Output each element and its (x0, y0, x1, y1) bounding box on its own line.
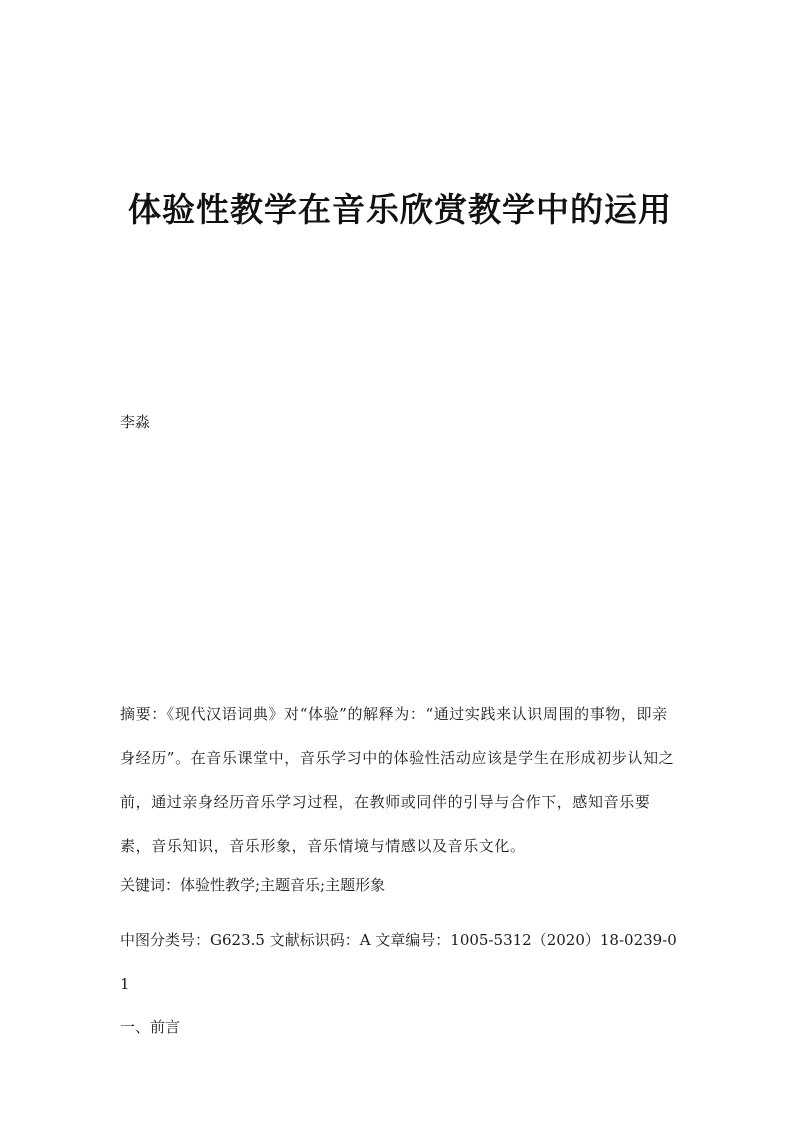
document-title: 体验性教学在音乐欣赏教学中的运用 (128, 190, 672, 229)
author-name: 李淼 (120, 413, 151, 431)
classification-line: 中图分类号：G623.5 文献标识码：A 文章编号：1005-5312（2020）18-0239-01 (120, 931, 677, 993)
section-heading: 一、前言 (120, 1018, 181, 1036)
abstract-paragraph: 摘要：《现代汉语词典》对“体验”的解释为：“通过实践来认识周围的事物，即亲身经历”。在音乐课堂中，音乐学习中的体验性活动应该是学生在形成初步认知之前，通过亲身经历音乐学习过程，在教师或同伴的引导与合作下，感知音乐要素，音乐知识，音乐形象，音乐情境与情感以及音乐文化。 (120, 705, 675, 855)
keywords-line: 关键词：体验性教学;主题音乐;主题形象 (120, 876, 386, 894)
